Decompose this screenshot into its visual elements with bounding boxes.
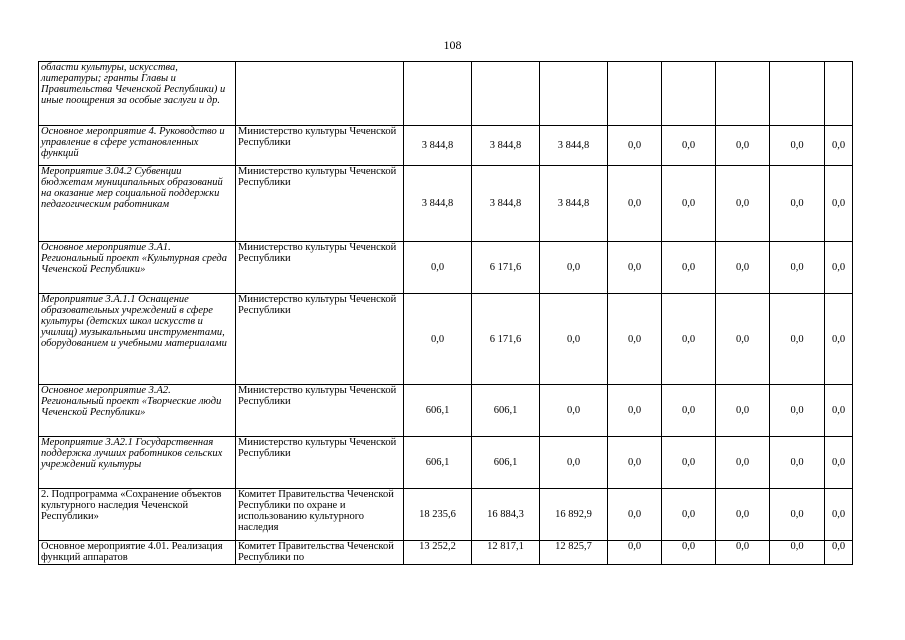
activity-name-cell: Мероприятие 3.А.1.1 Оснащение образовательных учреждений в сфере культуры (детских школ искусств и училищ) музыкальными инструментами, оборудованием и учебными материалами <box>39 294 236 385</box>
value-cell: 16 892,9 <box>540 489 608 541</box>
value-cell: 16 884,3 <box>472 489 540 541</box>
value-cell: 0,0 <box>662 437 716 489</box>
table-row <box>39 294 853 385</box>
value-cell: 3 844,8 <box>472 126 540 166</box>
value-cell: 0,0 <box>608 489 662 541</box>
value-cell: 0,0 <box>716 166 770 242</box>
value-cell: 0,0 <box>662 126 716 166</box>
executor-cell <box>236 62 404 126</box>
value-cell: 0,0 <box>608 126 662 166</box>
value-cell: 0,0 <box>770 294 825 385</box>
executor-cell: Комитет Правительства Чеченской Республики по <box>236 541 404 565</box>
value-cell: 0,0 <box>662 385 716 437</box>
value-cell: 0,0 <box>770 385 825 437</box>
activity-name-cell: Основное мероприятие 3.А1. Региональный проект «Культурная среда Чеченской Республики» <box>39 242 236 294</box>
value-cell: 0,0 <box>716 385 770 437</box>
value-cell: 0,0 <box>540 385 608 437</box>
value-cell: 0,0 <box>716 489 770 541</box>
executor-cell: Министерство культуры Чеченской Республики <box>236 294 404 385</box>
value-cell: 0,0 <box>608 294 662 385</box>
value-cell: 0,0 <box>404 294 472 385</box>
value-cell: 0,0 <box>825 437 853 489</box>
value-cell: 12 817,1 <box>472 541 540 565</box>
value-cell: 0,0 <box>825 489 853 541</box>
executor-cell: Министерство культуры Чеченской Республики <box>236 166 404 242</box>
executor-cell: Министерство культуры Чеченской Республики <box>236 242 404 294</box>
value-cell: 13 252,2 <box>404 541 472 565</box>
value-cell: 0,0 <box>608 385 662 437</box>
activity-name-cell: Основное мероприятие 3.А2. Региональный проект «Творческие люди Чеченской Республики» <box>39 385 236 437</box>
table-row <box>39 541 853 565</box>
value-cell: 0,0 <box>716 126 770 166</box>
value-cell: 0,0 <box>770 242 825 294</box>
table-row <box>39 166 853 242</box>
value-cell: 0,0 <box>825 242 853 294</box>
table-row <box>39 385 853 437</box>
value-cell: 0,0 <box>716 242 770 294</box>
value-cell: 0,0 <box>716 437 770 489</box>
value-cell <box>608 62 662 126</box>
value-cell: 0,0 <box>825 385 853 437</box>
value-cell: 0,0 <box>540 242 608 294</box>
table-row <box>39 62 853 126</box>
value-cell <box>540 62 608 126</box>
value-cell: 0,0 <box>716 541 770 565</box>
value-cell: 0,0 <box>770 489 825 541</box>
budget-table <box>38 61 853 565</box>
page-number: 108 <box>443 38 462 52</box>
table-row <box>39 489 853 541</box>
value-cell: 3 844,8 <box>540 126 608 166</box>
value-cell: 0,0 <box>770 541 825 565</box>
value-cell <box>472 62 540 126</box>
value-cell <box>716 62 770 126</box>
activity-name-cell: Основное мероприятие 4. Руководство и управление в сфере установленных функций <box>39 126 236 166</box>
value-cell: 0,0 <box>662 242 716 294</box>
value-cell <box>770 62 825 126</box>
value-cell: 0,0 <box>608 437 662 489</box>
value-cell: 0,0 <box>608 166 662 242</box>
table-row <box>39 437 853 489</box>
value-cell <box>825 62 853 126</box>
value-cell: 0,0 <box>825 126 853 166</box>
value-cell: 0,0 <box>662 294 716 385</box>
value-cell: 0,0 <box>825 166 853 242</box>
value-cell: 0,0 <box>770 437 825 489</box>
value-cell: 0,0 <box>716 294 770 385</box>
executor-cell: Министерство культуры Чеченской Республики <box>236 385 404 437</box>
value-cell: 6 171,6 <box>472 294 540 385</box>
value-cell: 12 825,7 <box>540 541 608 565</box>
value-cell: 0,0 <box>662 489 716 541</box>
executor-cell: Комитет Правительства Чеченской Республики по охране и использованию культурного наследия <box>236 489 404 541</box>
value-cell <box>662 62 716 126</box>
value-cell: 3 844,8 <box>540 166 608 242</box>
activity-name-cell: Мероприятие 3.А2.1 Государственная поддержка лучших работников сельских учреждений культуры <box>39 437 236 489</box>
value-cell: 3 844,8 <box>472 166 540 242</box>
value-cell: 3 844,8 <box>404 166 472 242</box>
value-cell: 606,1 <box>472 437 540 489</box>
table-row <box>39 126 853 166</box>
value-cell: 606,1 <box>404 385 472 437</box>
value-cell: 0,0 <box>540 437 608 489</box>
table-row <box>39 242 853 294</box>
value-cell: 6 171,6 <box>472 242 540 294</box>
activity-name-cell: Основное мероприятие 4.01. Реализация функций аппаратов <box>39 541 236 565</box>
value-cell: 0,0 <box>404 242 472 294</box>
activity-name-cell: 2. Подпрограмма «Сохранение объектов культурного наследия Чеченской Республики» <box>39 489 236 541</box>
value-cell: 0,0 <box>608 242 662 294</box>
value-cell: 606,1 <box>472 385 540 437</box>
value-cell: 0,0 <box>608 541 662 565</box>
value-cell: 0,0 <box>662 541 716 565</box>
table-body <box>39 62 853 565</box>
value-cell <box>404 62 472 126</box>
value-cell: 0,0 <box>540 294 608 385</box>
value-cell: 18 235,6 <box>404 489 472 541</box>
value-cell: 0,0 <box>825 294 853 385</box>
activity-name-cell: Мероприятие 3.04.2 Субвенции бюджетам муниципальных образований на оказание мер социальной поддержки педагогическим работникам <box>39 166 236 242</box>
value-cell: 0,0 <box>770 126 825 166</box>
value-cell: 0,0 <box>825 541 853 565</box>
value-cell: 0,0 <box>770 166 825 242</box>
executor-cell: Министерство культуры Чеченской Республики <box>236 126 404 166</box>
value-cell: 0,0 <box>662 166 716 242</box>
value-cell: 606,1 <box>404 437 472 489</box>
value-cell: 3 844,8 <box>404 126 472 166</box>
activity-name-cell: области культуры, искусства, литературы; гранты Главы и Правительства Чеченской Республики) и иные поощрения за особые заслуги и др. <box>39 62 236 126</box>
executor-cell: Министерство культуры Чеченской Республики <box>236 437 404 489</box>
